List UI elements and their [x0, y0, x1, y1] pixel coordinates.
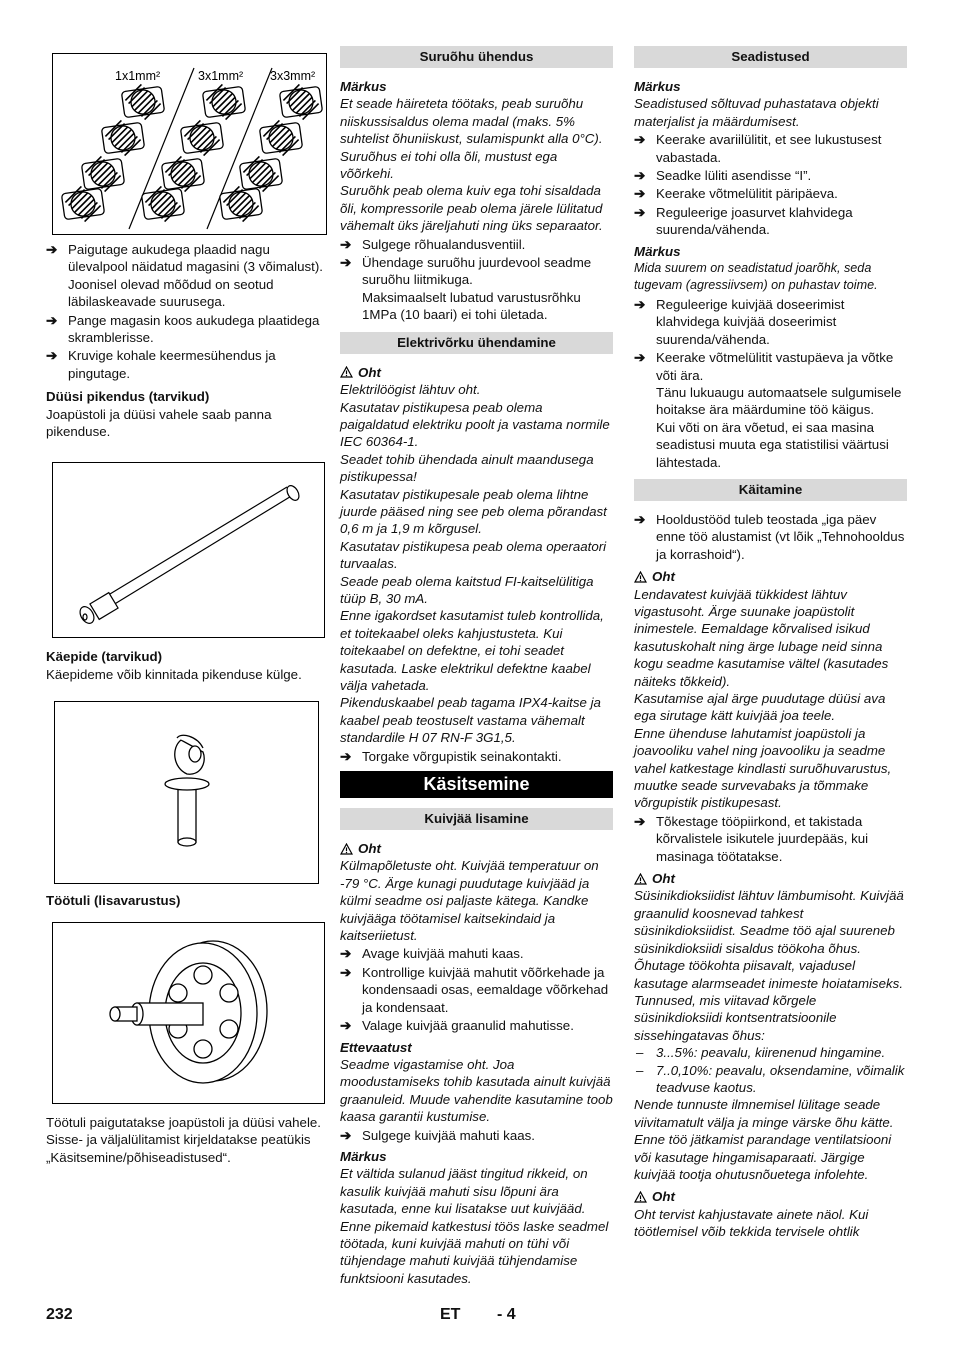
- warning-label: Oht: [340, 364, 613, 381]
- bullet-insert-magazine: ➔ Pange magasin koos aukudega plaatidega skramblerisse.: [46, 312, 320, 346]
- heading-worklight: Töötuli (lisavarustus): [46, 893, 181, 909]
- bullet-connect-air: ➔ Ühendage suruõhu juurdevool seadme suruõhu liitmikuga.: [340, 255, 592, 288]
- bullet-switch-i: ➔ Seadke lüliti asendisse “I”.: [634, 168, 812, 184]
- chapter-title-operation: Käsitsemine: [340, 771, 613, 798]
- warning-triangle-icon: [634, 571, 647, 583]
- section-header-settings: Seadistused: [634, 46, 907, 68]
- perforated-plate: [259, 120, 302, 155]
- bullet-pour-ice: ➔ Valage kuivjää graanulid mahutisse.: [340, 1018, 574, 1034]
- warning-text: Enne igakordset kasutamist tuleb kontrollida, et toitekaabel oleks kahjustusteta. Kui toitekaabel on defektne, ei tohi seadet kasutada. Laske elektrikul defektne kaabel välja vahetada.: [340, 608, 604, 693]
- note-text: Seadistused sõltuvad puhastatava objekti materjalist ja määrdumisest.: [634, 96, 879, 129]
- column-2: [340, 44, 613, 1287]
- warning-triangle-icon: [634, 873, 647, 885]
- bullet-ice-dosing: ➔ Reguleerige kuivjää doseerimist klahvidega kuivjää doseerimist suurenda/vähenda.: [634, 296, 845, 347]
- arrow-right-icon: ➔: [340, 748, 352, 764]
- note-text: Suruõhk peab olema kuiv ega tohi sisaldada õli, kompressorile peab olema järele lülitatud vähemalt üks järeljahuti ning üks separaator.: [340, 183, 603, 234]
- bullet-maintenance: ➔ Hooldustööd tuleb teostada „iga päev enne töö alustamist (vt lõik „Tehnohooldus ja korrashoid“).: [634, 511, 905, 562]
- caution-text: Seadme vigastamise oht. Joa moodustamiseks tohib kasutada ainult kuivjää graanuleid. Muude vahendite kasutamine toob kaasa garantii kustumise.: [340, 1056, 613, 1125]
- note-label: Märkus: [340, 79, 387, 94]
- section-header-adding-dry-ice: Kuivjää lisamine: [340, 808, 613, 830]
- text-handle: Käepideme võib kinnitada pikenduse külge.: [46, 666, 302, 682]
- warning-text: Nende tunnuste ilmnemisel lülitage seade viivitamatult välja ja minge värske õhu kätte. Enne töö jätkamist parandage ventilatsiooni või kasutage hingamisaparaati. Järgige kuivjää tootja ohutusnõuetega infolehte.: [634, 1097, 894, 1182]
- warning-text: Süsinikdioksiidist lähtuv lämbumisoht. Kuivjää graanulid koosnevad tahkest süsinikdioksiidist. Seadme töö ajal suureneb süsinikdioksiidi sisaldus töökoha õhus. Õhutage töökohta piisavalt, vajadusel kasutage alarmseadet inimeste hoiatamiseks. Tunnused, mis viitavad kõrgele süsinikdioksiidi kontsentratsioonile sissehingatavas õhus:: [634, 888, 904, 1043]
- figure-perforated-plates: [52, 53, 327, 235]
- arrow-right-icon: ➔: [340, 964, 352, 980]
- column-3: [634, 44, 907, 1241]
- section-header-mains-connection: Elektrivõrku ühendamine: [340, 332, 613, 354]
- note-text: Et vältida sulanud jääst tingitud rikkeid, on kasulik kuivjää mahuti sisu lõpuni ära kasutada, enne kui lisatakse uut kuivjääd. Enne pikemaid katkestusi töös laske seadmel töötada, kuni kuivjää mahuti on tühi või tühjendage mahuti kuivjää tühjendamise funktsiooni kasutades.: [340, 1166, 609, 1286]
- bullet-key-clockwise: ➔ Keerake võtmelülitit päripäeva.: [634, 186, 838, 202]
- arrow-right-icon: ➔: [340, 255, 352, 271]
- arrow-right-icon: ➔: [634, 296, 646, 312]
- extension-drawing: [53, 463, 324, 637]
- bullet-place-plates: ➔ Paigutage aukudega plaadid nagu ülevalpool näidatud magasini (3 võimalust). Joonisel olevad mõõdud on seotud läbilaskeavade suurusega.: [46, 242, 323, 310]
- note-text: Mida suurem on seadistatud joarõhk, seda tugevam (agressiivsem) on puhastav toime.: [634, 261, 878, 293]
- arrow-right-icon: ➔: [340, 1127, 352, 1143]
- arrow-right-icon: ➔: [634, 813, 646, 829]
- dash-item: – 7..0,10%: peavalu, oksendamine, võimalik teadvuse kaotus.: [636, 1062, 905, 1095]
- note-label: Märkus: [634, 79, 681, 94]
- warning-label: Oht: [634, 870, 907, 887]
- column-1: [46, 44, 326, 1166]
- warning-text: Kasutatav pistikupesale peab olema lihtne juurde pääsed ning see peb olema põrandast 0,6 m ja 1,9 m kõrgusel.: [340, 486, 607, 537]
- arrow-right-icon: ➔: [634, 186, 646, 202]
- figure-handle: [54, 701, 319, 884]
- figure-extension: [52, 462, 325, 638]
- warning-text: Enne ühenduse lahutamist joapüstoli ja joavooliku vahel ning joavooliku ja seadme vahel katkestage kindlasti suruõhuvarustus, muutke seade survevabaks ja tõmmake võrgupistik pistikupesast.: [634, 725, 892, 811]
- text-worklight: Töötuli paigutatakse joapüstoli ja düüsi vahele. Sisse- ja väljalülitamist kirjeldatakse peatükis „Käsitsemine/põhiseadistused“.: [46, 1114, 321, 1165]
- arrow-right-icon: ➔: [634, 511, 646, 527]
- sub-page-number: - 4: [497, 1306, 516, 1323]
- arrow-right-icon: ➔: [340, 236, 352, 252]
- plates-diagram: [53, 54, 326, 234]
- warning-text: Kasutatav pistikupesa peab olema paigaldatud elektriku poolt ja vastama normile IEC 60364-1.: [340, 399, 610, 450]
- perforated-plate: [141, 186, 184, 221]
- arrow-right-icon: ➔: [46, 242, 58, 257]
- label-1x1: 1x1mm²: [115, 69, 161, 83]
- arrow-right-icon: ➔: [634, 168, 646, 184]
- bullet-close-lid: ➔ Sulgege kuivjää mahuti kaas.: [340, 1127, 535, 1143]
- warning-text: Külmapõletuste oht. Kuivjää temperatuur on -79 °C. Ärge kunagi puudutage kuivjääd ja külmi seadme osi paljaste kätega. Kandke kuivjääga töötamisel kaitsekindaid ja kaitseriietust.: [340, 858, 599, 944]
- page-number: 232: [46, 1306, 73, 1323]
- arrow-right-icon: ➔: [340, 946, 352, 962]
- perforated-plate: [161, 156, 204, 191]
- bullet-emergency-switch: ➔ Keerake avariilülitit, et see lukustusest vabastada.: [634, 132, 882, 165]
- warning-label: Oht: [634, 568, 907, 585]
- text-keyhole: Tänu lukuaugu automaatsele sulgumisele hoitakse ära määrdumine töö käigus.: [656, 384, 902, 418]
- text-key-removed: Kui võti on ära võetud, ei saa masina seadistusi muuta ega statistilisi väärtusi lähtestada.: [656, 419, 889, 470]
- heading-nozzle-extension: Düüsi pikendus (tarvikud): [46, 389, 210, 405]
- warning-label: Oht: [340, 840, 613, 857]
- caution-label: Ettevaatust: [340, 1039, 412, 1055]
- dash-item: – 3...5%: peavalu, kiirenenud hingamine.: [636, 1045, 886, 1061]
- perforated-plate: [180, 120, 223, 155]
- label-3x1: 3x1mm²: [198, 69, 244, 83]
- text-max-pressure: Maksimaalselt lubatud varustusrõhku 1MPa (10 baari) ei tohi ületada.: [362, 289, 581, 323]
- section-header-operation: Käitamine: [634, 479, 907, 501]
- section-header-compressed-air: Suruõhu ühendus: [340, 46, 613, 68]
- arrow-right-icon: ➔: [46, 312, 58, 328]
- bullet-screw-connection: ➔ Kruvige kohale keermesühendus ja pingutage.: [46, 348, 276, 381]
- arrow-right-icon: ➔: [340, 1018, 352, 1034]
- perforated-plate: [219, 186, 262, 221]
- warning-text: Oht tervist kahjustavate ainete näol. Kui töötlemisel võib tekkida tervisele ohtlik: [634, 1206, 869, 1240]
- bullet-check-container: ➔ Kontrollige kuivjää mahutit võõrkehade ja kondensaadi osas, eemaldage võõrkehad ja kondensaat.: [340, 964, 609, 1015]
- perforated-plate: [279, 84, 322, 119]
- perforated-plate: [202, 84, 245, 119]
- perforated-plate: [121, 84, 164, 119]
- arrow-right-icon: ➔: [46, 348, 58, 364]
- heading-handle: Käepide (tarvikud): [46, 649, 163, 665]
- note-label: Märkus: [340, 1148, 387, 1164]
- warning-text: Seadet tohib ühendada ainult maandusega pistikupessa!: [340, 451, 594, 485]
- figure-worklight: [52, 922, 325, 1104]
- warning-text: Kasutamise ajal ärge puudutage düüsi ava ega sirutage kätt kuivjää joa teele.: [634, 691, 886, 724]
- language-code: ET: [440, 1306, 461, 1323]
- handle-drawing: [55, 702, 318, 883]
- arrow-right-icon: ➔: [634, 132, 646, 148]
- perforated-plate: [101, 120, 144, 155]
- perforated-plate: [239, 156, 282, 191]
- warning-triangle-icon: [634, 1191, 647, 1203]
- warning-text: Seade peab olema kaitstud FI-kaitselülitiga tüüp B, 30 mA.: [340, 573, 594, 606]
- arrow-right-icon: ➔: [634, 350, 646, 366]
- worklight-drawing: [53, 923, 324, 1103]
- text-nozzle-extension: Joapüstoli ja düüsi vahele saab panna pikenduse.: [46, 406, 272, 440]
- warning-text: Kasutatav pistikupesa peab olema operaatori turvaalas.: [340, 538, 607, 572]
- bullet-open-lid: ➔ Avage kuivjää mahuti kaas.: [340, 946, 524, 962]
- perforated-plate: [61, 186, 104, 221]
- perforated-plate: [81, 156, 124, 191]
- warning-label: Oht: [634, 1188, 907, 1205]
- bullet-plug-in: ➔ Torgake võrgupistik seinakontakti.: [340, 748, 562, 764]
- warning-triangle-icon: [340, 843, 353, 855]
- bullet-barrier: ➔ Tõkestage tööpiirkond, et takistada kõrvalistele isikutele juurdepääs, kui masinaga töötatakse.: [634, 813, 869, 864]
- warning-text: Pikenduskaabel peab tagama IPX4-kaitse ja kaabel peab teostuselt vastama vähemalt standardile H 07 RN-F 3G1,5.: [340, 695, 601, 746]
- label-3x3: 3x3mm²: [270, 69, 316, 83]
- bullet-close-valve: ➔ Sulgege rõhualandusventiil.: [340, 236, 526, 252]
- note-text: Et seade häireteta töötaks, peab suruõhu niiskussisaldus olema madal (maks. 5% suhtelist õhuniiskust, sulamispunkt alla 0°C). Suruõhus ei tohi olla õli, mustust ega võõrkehi.: [340, 96, 603, 182]
- bullet-key-counterclockwise: ➔ Keerake võtmelülitit vastupäeva ja võtke võti ära.: [634, 350, 894, 383]
- bullet-jet-pressure: ➔ Reguleerige joasurvet klahvidega suurenda/vähenda.: [634, 204, 853, 238]
- warning-text: Lendavatest kuivjää tükkidest lähtuv vigastusoht. Ärge suunake joapüstolit inimestele. Eemaldage kõrvalised isikud kasutuskohalt ning ärge lubage neid sinna kogu seadme kasutamise vältel (kasutades näiteks tõkkeid).: [634, 586, 889, 689]
- warning-text: Elektrilöögist lähtuv oht.: [340, 382, 481, 398]
- warning-triangle-icon: [340, 366, 353, 378]
- note-label: Märkus: [634, 243, 681, 259]
- arrow-right-icon: ➔: [634, 204, 646, 220]
